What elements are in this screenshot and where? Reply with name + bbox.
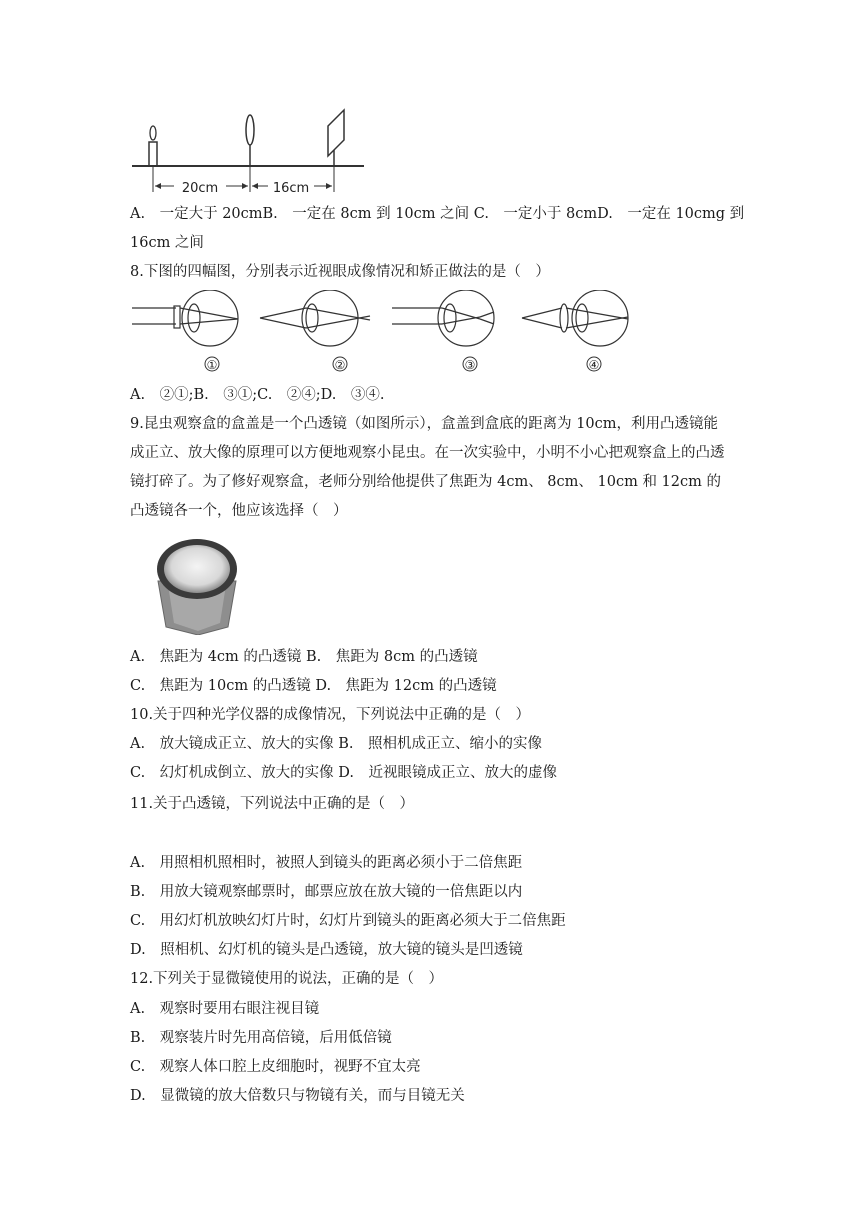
q8-label-4: ④ [588, 358, 600, 372]
q7-distance-left: 20cm [181, 181, 219, 196]
q12-option-a: A. 观察时要用右眼注视目镜 [130, 1001, 320, 1017]
q7-optical-bench-figure [128, 108, 368, 198]
q11-option-b: B. 用放大镜观察邮票时，邮票应放在放大镜的一倍焦距以内 [130, 884, 523, 900]
q7-options-line1: A. 一定大于 20cmB. 一定在 8cm 到 10cm 之间 C. 一定小于 8cmD. 一定在 10cmg 到 [130, 206, 745, 222]
q11-option-c: C. 用幻灯机放映幻灯片时，幻灯片到镜头的距离必须大于二倍焦距 [130, 913, 566, 929]
q8-eye-diagrams-figure [130, 290, 650, 374]
q9-stem: 9.昆虫观察盒的盒盖是一个凸透镜（如图所示），盒盖到盒底的距离为 10cm，利用凸透镜能成正立、放大像的原理可以方便地观察小昆虫。在一次实验中，小明不小心把观察盒上的凸透镜打碎了。为了修好观察盒，老师分别给他提供了焦距为 4cm、 8cm、 10cm 和 12cm 的凸透镜各一个，他应该选择（ ） [130, 416, 725, 519]
q10-options-line1: A. 放大镜成正立、放大的实像 B. 照相机成正立、缩小的实像 [130, 736, 542, 752]
q8-label-3: ③ [464, 358, 476, 372]
q8-options: A. ②①;B. ③①;C. ②④;D. ③④. [130, 387, 385, 403]
q9-options-line1: A. 焦距为 4cm 的凸透镜 B. 焦距为 8cm 的凸透镜 [130, 649, 478, 665]
q12-stem: 12.下列关于显微镜使用的说法，正确的是（ ） [130, 971, 444, 987]
q11-option-d: D. 照相机、幻灯机的镜头是凸透镜，放大镜的镜头是凹透镜 [130, 942, 523, 958]
q12-option-b: B. 观察装片时先用高倍镜，后用低倍镜 [130, 1030, 392, 1046]
q10-stem: 10.关于四种光学仪器的成像情况，下列说法中正确的是（ ） [130, 707, 531, 723]
q9-insect-box-image [154, 535, 240, 635]
q12-option-d: D. 显微镜的放大倍数只与物镜有关，而与目镜无关 [130, 1088, 465, 1104]
q8-label-2: ② [334, 358, 346, 372]
q10-options-line2: C. 幻灯机成倒立、放大的实像 D. 近视眼镜成正立、放大的虚像 [130, 765, 558, 781]
q7-options-line2: 16cm 之间 [130, 235, 204, 251]
q8-stem: 8.下图的四幅图，分别表示近视眼成像情况和矫正做法的是（ ） [130, 264, 550, 280]
q9-options-line2: C. 焦距为 10cm 的凸透镜 D. 焦距为 12cm 的凸透镜 [130, 678, 497, 694]
q12-option-c: C. 观察人体口腔上皮细胞时，视野不宜太亮 [130, 1059, 421, 1075]
q11-option-a: A. 用照相机照相时，被照人到镜头的距离必须小于二倍焦距 [130, 855, 523, 871]
q7-distance-right: 16cm [272, 181, 310, 196]
q11-stem: 11.关于凸透镜，下列说法中正确的是（ ） [130, 796, 415, 812]
q8-label-1: ① [206, 358, 218, 372]
